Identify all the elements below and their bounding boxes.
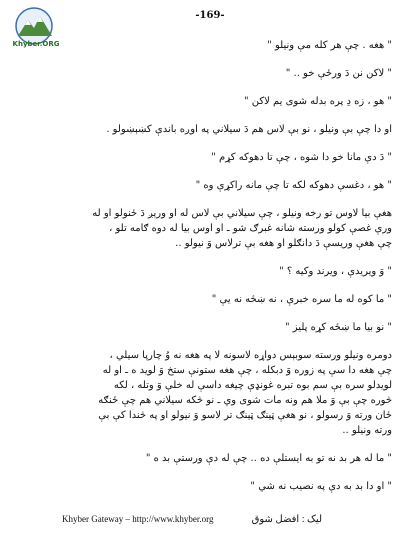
paragraph: هغې بيا لاوس تو رخه ونيلو ، چې سيلاني بې لاس له او ورېږ دَ ځنولو او له ورې غصې کولو ورسته شانه غبرګ شو ـ او اوس بيا له دوه ګامه تلو ، چې هغې وريسې دَ دانګلو او هغه بې ترلاس وَ نيولو .. <box>92 208 392 249</box>
paragraph: " نو بيا ما ښځه کړه پليز " <box>285 322 392 333</box>
paragraph: " لاکن نن دَ ورځې خو .. " <box>285 68 392 79</box>
page-body <box>92 38 392 507</box>
paragraph: دومره ونيلو ورسته سوبېس دواړه لاسونه لا په هغه نه وُ چارپا سيلي ، چې هغه دا سې په زوره وَ دبکله ، چې هغه ستونې ستخ وَ لويد ه ـ او له لويدلو سره بې سم بوه تبره غونډې چيغه داسې له خلې وَ وتله ، لکه څوره چې بې وَ ملا هم ونه مات شوی وي ـ نو څکه سيلاني هم چې ځنګه ځان ورته وَ رسولو ، نو هغې ټينګ ټينګ تر لاسو وَ نيولو او په څندا کې بې ورته ونيلو .. <box>98 350 392 436</box>
footer-site-link[interactable]: Khyber Gateway – http://www.khyber.org <box>62 514 214 524</box>
page-number: -169- <box>195 10 225 21</box>
paragraph: او دا چې بې ونيلو ، نو بې لاس هم دَ سيلاني په اوږه باندې کښېښولو . <box>106 124 392 135</box>
paragraph: " ما کوه له ما سره خبرې ، نه ښځه نه يې " <box>211 294 392 305</box>
paragraph: " هو ، دغسې دهوکه لکه تا چې مانه راکړې وه " <box>195 180 392 191</box>
paragraph: " دَ دې مانا خو دا شوه ، چې تا دهوکه کړم " <box>211 152 392 163</box>
paragraph: " ما له هر بد نه تو به ايستلې ده .. چې له دې ورستې بد ه " <box>145 453 392 464</box>
paragraph: " هو ، زه دِ پره بدله شوی يم لاکن " <box>243 96 392 107</box>
paragraph: " هغه . چې هر کله مې ونيلو " <box>267 40 392 51</box>
footer-author: ليک : افضل شوق <box>251 514 322 525</box>
paragraph: " وَ ويريدې ، ويرند وکيه ؟ " <box>279 266 392 277</box>
page-footer <box>0 514 420 530</box>
logo-text: Khyber.ORG <box>12 40 60 48</box>
paragraph: " او دا بد به دې په نصيب نه شي " <box>250 481 392 492</box>
